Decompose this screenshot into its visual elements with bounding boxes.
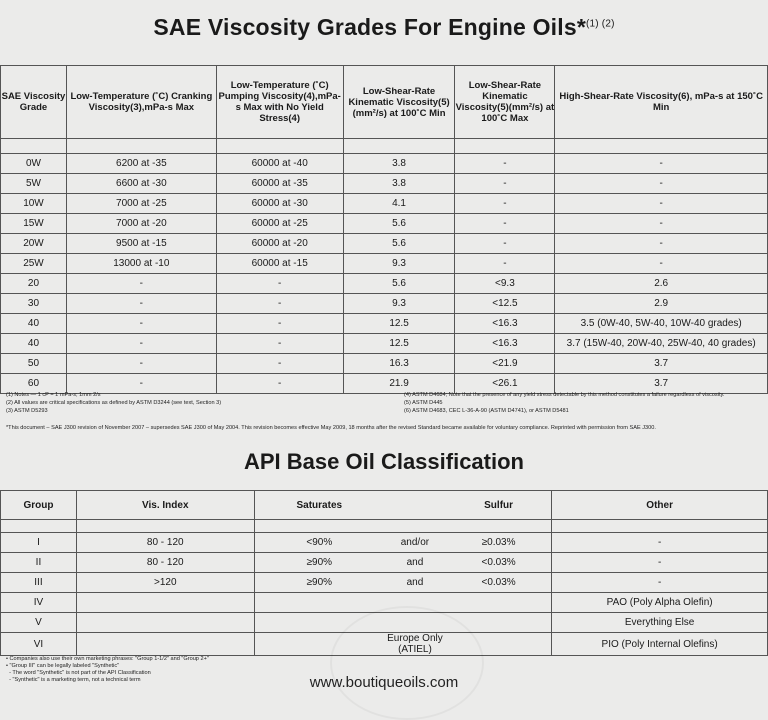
saturates-cell: ≥90%	[254, 573, 384, 593]
sulfur-cell: <0.03%	[446, 573, 552, 593]
other-cell: Everything Else	[552, 613, 768, 633]
foot-note-line: - "Synthetic" is a marketing term, not a technical term	[6, 677, 141, 683]
cranking-cell: -	[66, 314, 216, 334]
group-cell: VI	[1, 633, 77, 656]
spacer-cell	[446, 520, 552, 533]
grade-cell: 10W	[1, 194, 67, 214]
kin-min-cell: 5.6	[343, 214, 455, 234]
saturates-cell: ≥90%	[254, 553, 384, 573]
pumping-cell: 60000 at -30	[216, 194, 343, 214]
pumping-cell: 60000 at -15	[216, 254, 343, 274]
note-line: (3) ASTM D5293	[6, 408, 48, 414]
kin-max-cell: <21.9	[455, 354, 555, 374]
pumping-cell: -	[216, 354, 343, 374]
kin-min-cell: 21.9	[343, 374, 455, 394]
kin-max-cell: -	[455, 174, 555, 194]
hths-cell: -	[555, 174, 768, 194]
pumping-cell: -	[216, 334, 343, 354]
kin-min-cell: 12.5	[343, 334, 455, 354]
page-title: SAE Viscosity Grades For Engine Oils*$^{(1) (2)}$	[153, 14, 615, 40]
cranking-cell: -	[66, 354, 216, 374]
pumping-cell: 60000 at -25	[216, 214, 343, 234]
group-cell: IV	[1, 593, 77, 613]
kin-min-cell: 3.8	[343, 154, 455, 174]
hths-cell: -	[555, 214, 768, 234]
grade-cell: 60	[1, 374, 67, 394]
grade-cell: 25W	[1, 254, 67, 274]
vi-cell	[76, 613, 254, 633]
hths-cell: -	[555, 254, 768, 274]
spacer-cell	[1, 139, 67, 154]
other-cell: -	[552, 533, 768, 553]
spacer-cell	[76, 520, 254, 533]
other-cell: -	[552, 553, 768, 573]
other-cell: PIO (Poly Internal Olefins)	[552, 633, 768, 656]
sae-row	[1, 254, 768, 274]
api-header-gap	[384, 491, 446, 520]
hths-cell: 3.7	[555, 374, 768, 394]
api-row	[1, 533, 768, 553]
conj-cell: and/or	[384, 533, 446, 553]
grade-cell: 40	[1, 334, 67, 354]
pumping-cell: -	[216, 374, 343, 394]
conj-cell: Europe Only (ATIEL)	[384, 633, 446, 656]
document-note: *This document – SAE J300 revision of November 2007 – supersedes SAE J300 of May 2004. This revision becomes effective May 2009, 18 months after the revised Standard became available for voluntary compliance. Reprinted with permission from SAE J300.	[6, 425, 656, 431]
vi-cell	[76, 593, 254, 613]
sae-viscosity-table	[0, 65, 768, 394]
cranking-cell: 6600 at -30	[66, 174, 216, 194]
api-header-other: Other	[552, 491, 768, 520]
api-header-row	[1, 491, 768, 520]
vi-cell: 80 - 120	[76, 533, 254, 553]
spacer-row	[1, 520, 768, 533]
sulfur-cell: <0.03%	[446, 553, 552, 573]
cranking-cell: 13000 at -10	[66, 254, 216, 274]
conj-cell: and	[384, 573, 446, 593]
sae-row	[1, 314, 768, 334]
sae-row	[1, 294, 768, 314]
sae-row	[1, 334, 768, 354]
sae-row	[1, 354, 768, 374]
spacer-cell	[552, 520, 768, 533]
sae-header-pumping: Low-Temperature (˚C) Pumping Viscosity(4),mPa-s Max with No Yield Stress(4)	[216, 66, 343, 139]
kin-max-cell: <26.1	[455, 374, 555, 394]
spacer-row	[1, 139, 768, 154]
sae-header-kin-min: Low-Shear-Rate Kinematic Viscosity(5)(mm²/s) at 100˚C Min	[343, 66, 455, 139]
pumping-cell: -	[216, 274, 343, 294]
cranking-cell: -	[66, 334, 216, 354]
spacer-cell	[1, 520, 77, 533]
kin-max-cell: -	[455, 154, 555, 174]
kin-max-cell: <16.3	[455, 334, 555, 354]
sae-row	[1, 234, 768, 254]
foot-note-line: • "Group III" can be legally labeled "Synthetic"	[6, 663, 120, 669]
vi-cell: >120	[76, 573, 254, 593]
cranking-cell: 7000 at -20	[66, 214, 216, 234]
other-cell: PAO (Poly Alpha Olefin)	[552, 593, 768, 613]
sae-header-kin-max: Low-Shear-Rate Kinematic Viscosity(5)(mm²/s) at 100˚C Max	[455, 66, 555, 139]
group-cell: III	[1, 573, 77, 593]
kin-min-cell: 5.6	[343, 274, 455, 294]
sae-row	[1, 194, 768, 214]
sae-header-row	[1, 66, 768, 139]
notes-right	[404, 391, 764, 415]
saturates-cell: <90%	[254, 533, 384, 553]
conj-cell: and	[384, 553, 446, 573]
kin-min-cell: 4.1	[343, 194, 455, 214]
sae-row	[1, 174, 768, 194]
kin-max-cell: -	[455, 194, 555, 214]
grade-cell: 20W	[1, 234, 67, 254]
hths-cell: -	[555, 194, 768, 214]
cranking-cell: -	[66, 374, 216, 394]
sae-header-hths: High-Shear-Rate Viscosity(6), mPa-s at 150˚C Min	[555, 66, 768, 139]
spacer-cell	[66, 139, 216, 154]
cranking-cell: 7000 at -25	[66, 194, 216, 214]
note-line: (4) ASTM D4684; Note that the presence of any yield stress detectable by this method constitutes a failure regardless of viscosity.	[404, 392, 725, 398]
pumping-cell: 60000 at -20	[216, 234, 343, 254]
hths-cell: 3.7	[555, 354, 768, 374]
hths-cell: 3.5 (0W-40, 5W-40, 10W-40 grades)	[555, 314, 768, 334]
hths-cell: -	[555, 154, 768, 174]
api-title: API Base Oil Classification	[244, 449, 524, 474]
pumping-cell: 60000 at -35	[216, 174, 343, 194]
sulfur-cell: ≥0.03%	[446, 533, 552, 553]
kin-max-cell: <12.5	[455, 294, 555, 314]
grade-cell: 20	[1, 274, 67, 294]
kin-max-cell: <16.3	[455, 314, 555, 334]
note-line: (1) Notes — 1 cP = 1 mPa-s; 1mm 2/s	[6, 392, 101, 398]
sae-header-grade: SAE Viscosity Grade	[1, 66, 67, 139]
kin-max-cell: -	[455, 214, 555, 234]
note-line: (5) ASTM D445	[404, 400, 443, 406]
spacer-cell	[455, 139, 555, 154]
kin-min-cell: 12.5	[343, 314, 455, 334]
note-line: (2) All values are critical specifications as defined by ASTM D3244 (see text, Section 3)	[6, 400, 222, 406]
spacer-cell	[384, 520, 446, 533]
kin-max-cell: <9.3	[455, 274, 555, 294]
grade-cell: 5W	[1, 174, 67, 194]
api-row	[1, 573, 768, 593]
hths-cell: 2.9	[555, 294, 768, 314]
kin-min-cell: 3.8	[343, 174, 455, 194]
kin-min-cell: 9.3	[343, 254, 455, 274]
pumping-cell: 60000 at -40	[216, 154, 343, 174]
footer-url[interactable]: www.boutiqueoils.com	[309, 674, 459, 691]
api-header-saturates: Saturates	[254, 491, 384, 520]
saturates-cell	[254, 593, 384, 613]
api-header-vi: Vis. Index	[76, 491, 254, 520]
group-cell: I	[1, 533, 77, 553]
hths-cell: -	[555, 234, 768, 254]
sae-row	[1, 214, 768, 234]
vi-cell: 80 - 120	[76, 553, 254, 573]
sae-header-cranking: Low-Temperature (˚C) Cranking Viscosity(3),mPa-s Max	[66, 66, 216, 139]
hths-cell: 2.6	[555, 274, 768, 294]
other-cell: -	[552, 573, 768, 593]
cranking-cell: 9500 at -15	[66, 234, 216, 254]
sae-row	[1, 154, 768, 174]
api-header-group: Group	[1, 491, 77, 520]
watermark-seal	[330, 606, 484, 720]
kin-min-cell: 16.3	[343, 354, 455, 374]
api-row	[1, 553, 768, 573]
hths-cell: 3.7 (15W-40, 20W-40, 25W-40, 40 grades)	[555, 334, 768, 354]
foot-note-line: - The word "Synthetic" is not part of the API Classification	[6, 670, 151, 676]
pumping-cell: -	[216, 314, 343, 334]
group-cell: II	[1, 553, 77, 573]
vi-cell	[76, 633, 254, 656]
pumping-cell: -	[216, 294, 343, 314]
spacer-cell	[555, 139, 768, 154]
notes-left	[6, 391, 386, 415]
cranking-cell: 6200 at -35	[66, 154, 216, 174]
kin-max-cell: -	[455, 234, 555, 254]
cranking-cell: -	[66, 274, 216, 294]
grade-cell: 0W	[1, 154, 67, 174]
note-line: (6) ASTM D4683, CEC L-36-A-90 (ASTM D4741), or ASTM D5481	[404, 408, 569, 414]
sulfur-cell	[446, 593, 552, 613]
title-footnote-ref: (1) (2)	[586, 18, 615, 30]
grade-cell: 30	[1, 294, 67, 314]
spacer-cell	[216, 139, 343, 154]
grade-cell: 50	[1, 354, 67, 374]
grade-cell: 15W	[1, 214, 67, 234]
grade-cell: 40	[1, 314, 67, 334]
api-header-sulfur: Sulfur	[446, 491, 552, 520]
kin-max-cell: -	[455, 254, 555, 274]
spacer-cell	[254, 520, 384, 533]
sae-row	[1, 274, 768, 294]
group-cell: V	[1, 613, 77, 633]
kin-min-cell: 9.3	[343, 294, 455, 314]
cranking-cell: -	[66, 294, 216, 314]
kin-min-cell: 5.6	[343, 234, 455, 254]
spacer-cell	[343, 139, 455, 154]
foot-note-line: • Companies also use their own marketing phrases: "Group 1-1/2" and "Group 2+"	[6, 656, 209, 662]
